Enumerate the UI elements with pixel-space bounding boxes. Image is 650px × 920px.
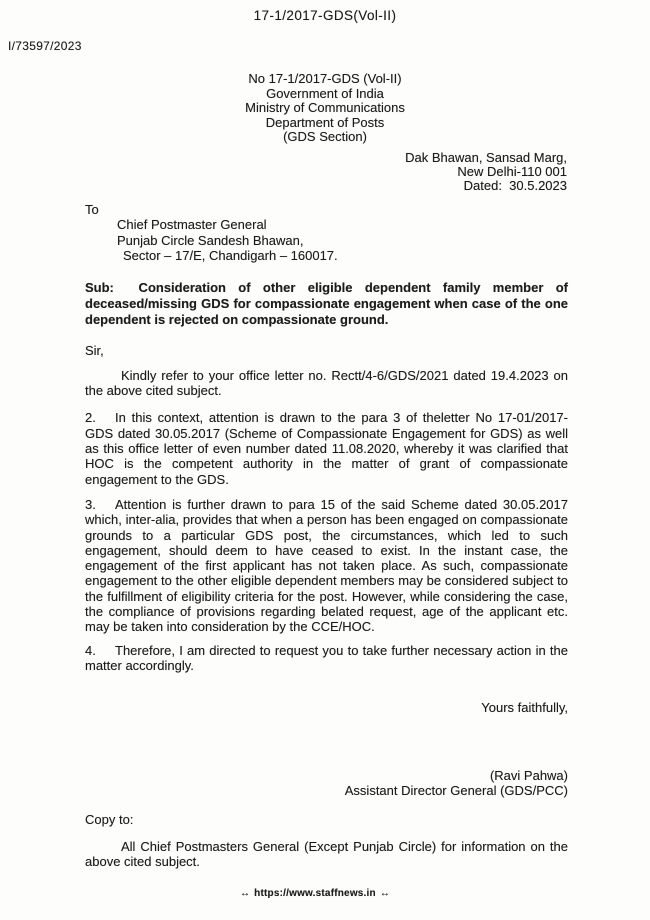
footer-url: https://www.staffnews.in [254, 888, 376, 899]
top-reference-number: 17-1/2017-GDS(Vol-II) [253, 8, 397, 23]
footer-watermark [0, 888, 630, 899]
closing-salutation: Yours faithfully, [481, 700, 568, 716]
copy-to-text: All Chief Postmasters General (Except Punjab Circle) for information on the above cited subject. [85, 838, 568, 870]
paragraph-2 [85, 410, 568, 486]
recipient-line-3: Sector – 17/E, Chandigarh – 160017. [123, 247, 338, 263]
paragraph-3 [85, 497, 568, 635]
letterhead-ref-no: No 17-1/2017-GDS (Vol-II) [248, 71, 402, 86]
paragraph-4-number: 4. [85, 642, 96, 658]
recipient-line-1: Chief Postmaster General [117, 217, 267, 233]
subject-line: Sub: Consideration of other eligible dependent family member of deceased/missing GDS for compassionate engagement when case of the one dependent is rejected on compassionate ground. [85, 280, 568, 327]
paragraph-1: Kindly refer to your office letter no. Rectt/4-6/GDS/2021 dated 19.4.2023 on the above cited subject. [85, 367, 568, 399]
sender-address-block [405, 151, 567, 194]
paragraph-3-text: Attention is further drawn to para 15 of the said Scheme dated 30.05.2017 which, inter-alia, provides that when a person has been engaged on compassionate grounds to a particular GDS post, the circumstances, which led to such engagement, should deem to have ceased to exist. In the instant case, the engagement of the first applicant has not taken place. As such, compassionate engagement to the other eligible dependent members may be considered subject to the fulfillment of eligibility criteria for the post. However, while considering the case, the compliance of provisions regarding belated request, age of the applicant etc. may be taken into consideration by the CCE/HOC. [85, 496, 568, 635]
letterhead-department: Department of Posts [265, 114, 385, 130]
copy-to-label: Copy to: [85, 811, 134, 827]
paragraph-4 [85, 643, 568, 674]
left-right-arrow-icon: ↔ [239, 888, 251, 899]
paragraph-4-text: Therefore, I am directed to request you to take further necessary action in the matter accordingly. [85, 642, 568, 673]
letter-body [85, 202, 568, 869]
efile-number: I/73597/2023 [8, 39, 82, 53]
letterhead-government: Government of India [266, 85, 384, 101]
left-right-arrow-icon: ↔ [379, 888, 391, 899]
signatory-title: Assistant Director General (GDS/PCC) [344, 782, 568, 798]
signatory-name: (Ravi Pahwa) [489, 767, 568, 783]
sender-address-line-1: Dak Bhawan, Sansad Marg, [405, 150, 567, 165]
paragraph-2-number: 2. [85, 410, 96, 426]
paragraph-2-text: In this context, attention is drawn to the para 3 of theletter No 17-01/2017-GDS dated 30.05.2017 (Scheme of Compassionate Engagement for GDS) as well as this office letter of even number dated 11.08.2020, whereby it was clarified that HOC is the competent authority in the matter of grant of compassionate engagement to the GDS. [85, 410, 568, 487]
paragraph-3-number: 3. [85, 496, 96, 512]
recipient-address-block [117, 217, 568, 263]
recipient-line-2: Punjab Circle Sandesh Bhawan, [117, 232, 304, 248]
letterhead-ministry: Ministry of Communications [245, 100, 405, 115]
letterhead-section: (GDS Section) [283, 129, 367, 144]
signature-block [85, 768, 568, 798]
to-label: To [85, 202, 99, 217]
sender-address-line-2: New Delhi-110 001 [457, 164, 567, 180]
letterhead [0, 72, 650, 145]
salutation: Sir, [85, 342, 104, 358]
date-line: Dated: 30.5.2023 [463, 178, 567, 194]
